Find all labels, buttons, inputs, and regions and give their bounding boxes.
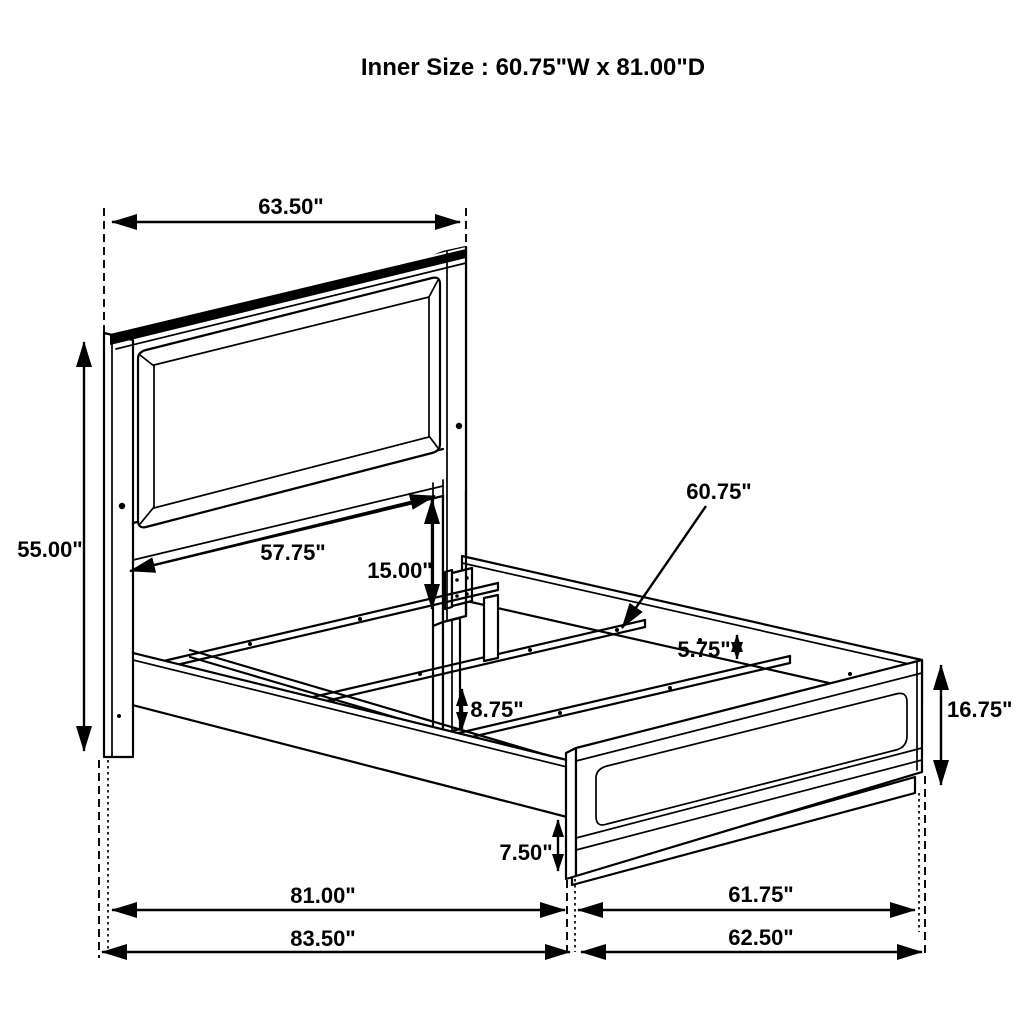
- dim-bed-outer-depth: [102, 926, 570, 952]
- dim-label-footboard-outer-width: 62.50": [728, 925, 794, 950]
- dim-label-footboard-inner-width: 61.75": [728, 882, 794, 907]
- footboard-face: [576, 660, 922, 876]
- diagram-title: Inner Size : 60.75"W x 81.00"D: [360, 54, 706, 81]
- dim-label-headboard-panel-width: 57.75": [260, 540, 326, 565]
- dim-label-under-bed-clearance: 8.75": [470, 697, 524, 722]
- dim-label-bed-inner-depth: 81.00": [290, 883, 356, 908]
- dim-label-headboard-leg-to-slat: 15.00": [367, 558, 433, 583]
- dim-label-footboard-base-height: 7.50": [499, 840, 553, 865]
- side-rail-near: [113, 648, 567, 817]
- slat-2: [300, 620, 645, 707]
- dim-footboard-inner-width: [578, 882, 915, 910]
- dim-label-headboard-height: 55.00": [17, 537, 83, 562]
- dim-footboard-height: [941, 665, 1012, 785]
- headboard-left-post: [104, 333, 133, 757]
- center-rail-leg: [484, 595, 498, 661]
- footboard: [566, 660, 922, 885]
- footboard-left-edge: [566, 748, 576, 879]
- dim-label-side-rail-height: 5.75": [677, 637, 731, 662]
- dim-bed-inner-depth: [112, 883, 565, 910]
- dim-side-rail-height: [677, 635, 737, 662]
- dim-headboard-height: [17, 342, 84, 751]
- dim-label-headboard-width: 63.50": [258, 194, 324, 219]
- dim-headboard-width: [112, 194, 460, 222]
- screw-dot: [456, 423, 462, 429]
- dim-footboard-base-height: [499, 820, 558, 871]
- dim-label-footboard-height: 16.75": [947, 697, 1013, 722]
- screw-dot: [119, 503, 125, 509]
- dim-under-bed-clearance: [462, 689, 524, 729]
- dim-headboard-leg-to-slat: [367, 499, 432, 609]
- dim-label-bed-outer-depth: 83.50": [290, 926, 356, 951]
- dim-footboard-outer-width: [581, 925, 922, 952]
- dim-label-slat-length: 60.75": [686, 479, 752, 504]
- rail-bracket: [445, 568, 472, 609]
